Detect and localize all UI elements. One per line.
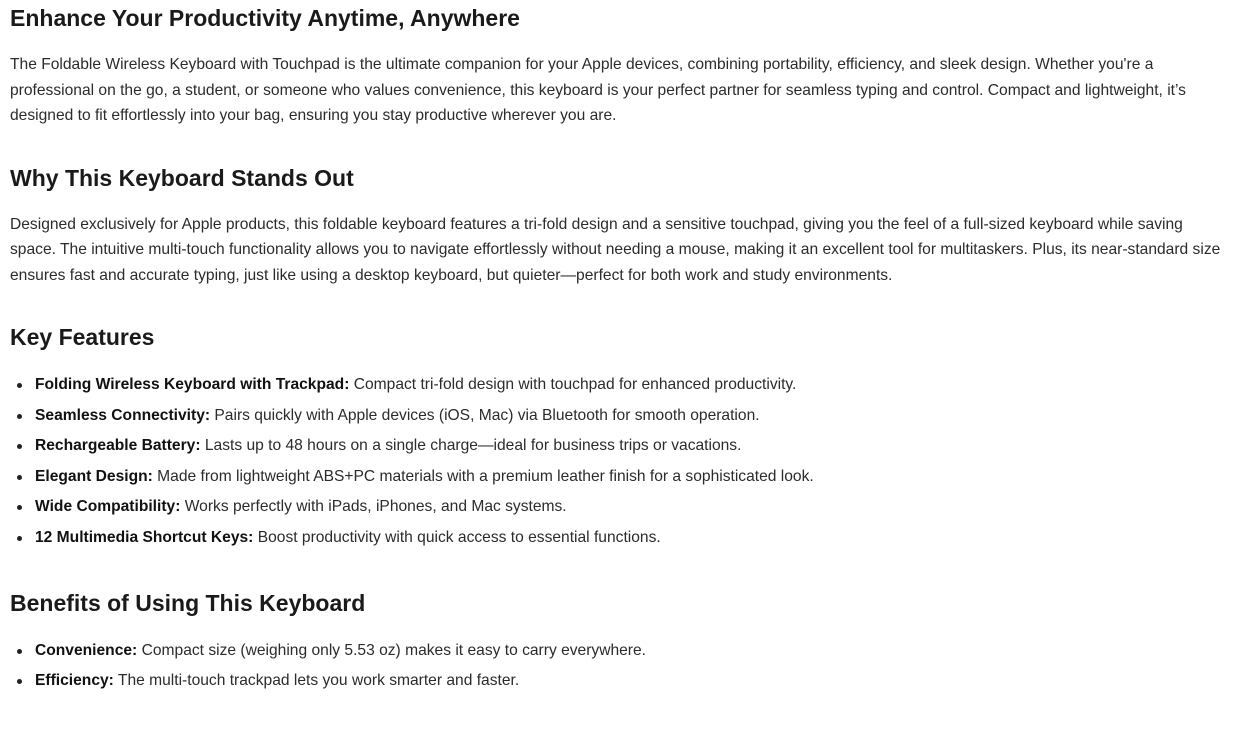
list-item-label: 12 Multimedia Shortcut Keys: — [35, 528, 254, 546]
benefits-list — [10, 636, 1226, 697]
list-item-text: Compact tri-fold design with touchpad for enhanced productivity. — [349, 376, 797, 393]
list-item — [35, 523, 1226, 554]
list-item-label: Convenience: — [35, 641, 138, 659]
list-item-text: Boost productivity with quick access to essential functions. — [253, 528, 661, 546]
list-item-text: Made from lightweight ABS+PC materials with a premium leather finish for a sophisticated look. — [152, 467, 814, 485]
paragraph-stands-out: Designed exclusively for Apple products, this foldable keyboard features a tri-fold design and a sensitive touchpad, giving you the feel of a full-sized keyboard while saving space. The intuitive multi-touch functionality allows you to navigate effortlessly without needing a mouse, making it an excellent tool for multitaskers. Plus, its near-standard size ensures fast and accurate typing, just like using a desktop keyboard, but quieter—perfect for both work and study environments. — [10, 215, 1221, 284]
list-item — [35, 492, 1226, 523]
list-item-label: Rechargeable Battery: — [35, 437, 201, 455]
list-item-text: Compact size (weighing only 5.53 oz) makes it easy to carry everywhere. — [137, 641, 647, 659]
heading-key-features: Key Features — [10, 324, 155, 350]
list-item — [35, 666, 1226, 697]
heading-why-stands-out: Why This Keyboard Stands Out — [10, 164, 354, 191]
list-item — [35, 636, 1226, 667]
list-item — [35, 401, 1226, 432]
key-features-list — [10, 370, 1226, 554]
list-item-text: Pairs quickly with Apple devices (iOS, Mac) via Bluetooth for smooth operation. — [210, 406, 760, 424]
list-item-label: Efficiency: — [35, 672, 114, 690]
list-item-label: Wide Compatibility: — [35, 498, 181, 516]
list-item — [35, 431, 1226, 462]
list-item-label: Seamless Connectivity: — [35, 406, 211, 424]
heading-benefits: Benefits of Using This Keyboard — [10, 589, 366, 616]
list-item-text: The multi-touch trackpad lets you work smarter and faster. — [113, 672, 520, 690]
list-item-text: Works perfectly with iPads, iPhones, and Mac systems. — [180, 498, 567, 516]
list-item — [35, 462, 1226, 493]
list-item — [35, 370, 1226, 401]
paragraph-intro: The Foldable Wireless Keyboard with Touchpad is the ultimate companion for your Apple devices, combining portability, efficiency, and sleek design. Whether you're a professional on the go, a student, or someone who values convenience, this keyboard is your perfect partner for seamless typing and control. Compact and lightweight, it’s designed to fit effortlessly into your bag, ensuring you stay productive wherever you are. — [10, 56, 1186, 124]
list-item-label: Folding Wireless Keyboard with Trackpad: — [35, 376, 350, 393]
list-item-text: Lasts up to 48 hours on a single charge—ideal for business trips or vacations. — [200, 437, 742, 455]
heading-enhance-productivity: Enhance Your Productivity Anytime, Anywhere — [10, 5, 520, 31]
list-item-label: Elegant Design: — [35, 467, 153, 485]
